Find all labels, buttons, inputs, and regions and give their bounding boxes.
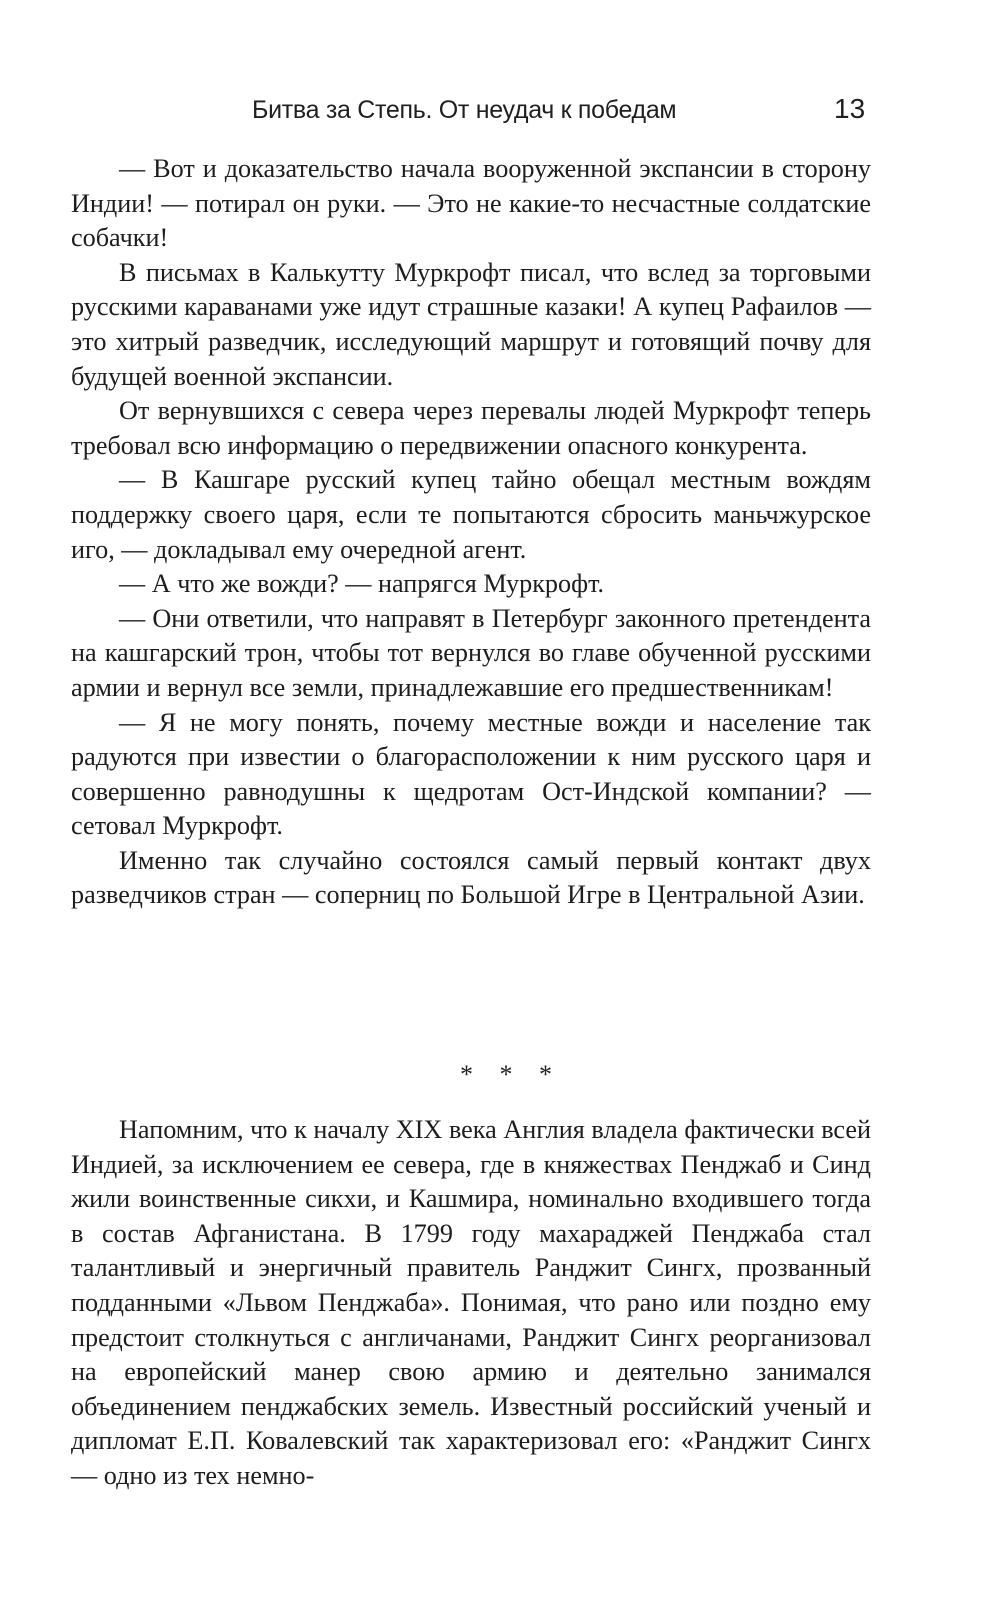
section-separator: * * * xyxy=(460,1060,562,1089)
page-number: 13 xyxy=(834,93,866,124)
paragraph: — Они ответили, что направят в Петербург законного претендента на кашгарский трон, чтобы тот вернулся во главе обученной русскими армии и вернул все земли, принадлежавшие его предшественникам! xyxy=(71,603,871,702)
paragraph: — А что же вожди? — напрягся Муркрофт. xyxy=(119,569,605,599)
paragraph: — В Кашгаре русский купец тайно обещал местным вождям поддержку своего царя, если те попытаются сбросить маньчжурское иго, — докладывал ему очередной агент. xyxy=(71,465,871,564)
paragraph: Именно так случайно состоялся самый первый контакт двух разведчиков стран — соперниц по Большой Игре в Центральной Азии. xyxy=(71,845,871,910)
paragraph: — Вот и доказательство начала вооруженной экспансии в сторону Индии! — потирал он руки. — Это не какие-то несчастные солдатские собачки! xyxy=(71,154,871,253)
text-block-top xyxy=(71,152,871,913)
paragraph: От вернувшихся с севера через перевалы людей Муркрофт теперь требовал всю информацию о передвижении опасного конкурента. xyxy=(71,396,871,460)
running-head: Битва за Степь. От неудач к победам xyxy=(252,96,677,124)
paragraph: — Я не могу понять, почему местные вожди и население так радуются при известии о благорасположении к ним русского царя и совершенно равнодушны к щедротам Ост-Индской компании? — сетовал Муркрофт. xyxy=(71,707,871,841)
paragraph: Напомним, что к началу XIX века Англия владела фактически всей Индией, за исключением ее севера, где в княжествах Пенджаб и Синд жили воинственные сикхи, и Кашмира, номинально входившего тогда в состав Афганистана. В 1799 году махараджей Пенджаба стал талантливый и энергичный правитель Ранджит Сингх, прозванный подданными «Львом Пенджаба». Понимая, что рано или поздно ему предстоит столкнуться с англичанами, Ранджит Сингх реорганизовал на европейский манер свою армию и деятельно занимался объединением пенджабских земель. Известный российский ученый и дипломат Е.П. Ковалевский так характеризовал его: «Ранджит Сингх — одно из тех немно- xyxy=(71,1115,871,1490)
text-block-bottom xyxy=(71,1113,871,1494)
paragraph: В письмах в Калькутту Муркрофт писал, что вслед за торговыми русскими караванами уже идут страшные казаки! А купец Рафаилов — это хитрый разведчик, исследующий маршрут и готовящий почву для будущей военной экспансии. xyxy=(71,257,871,391)
